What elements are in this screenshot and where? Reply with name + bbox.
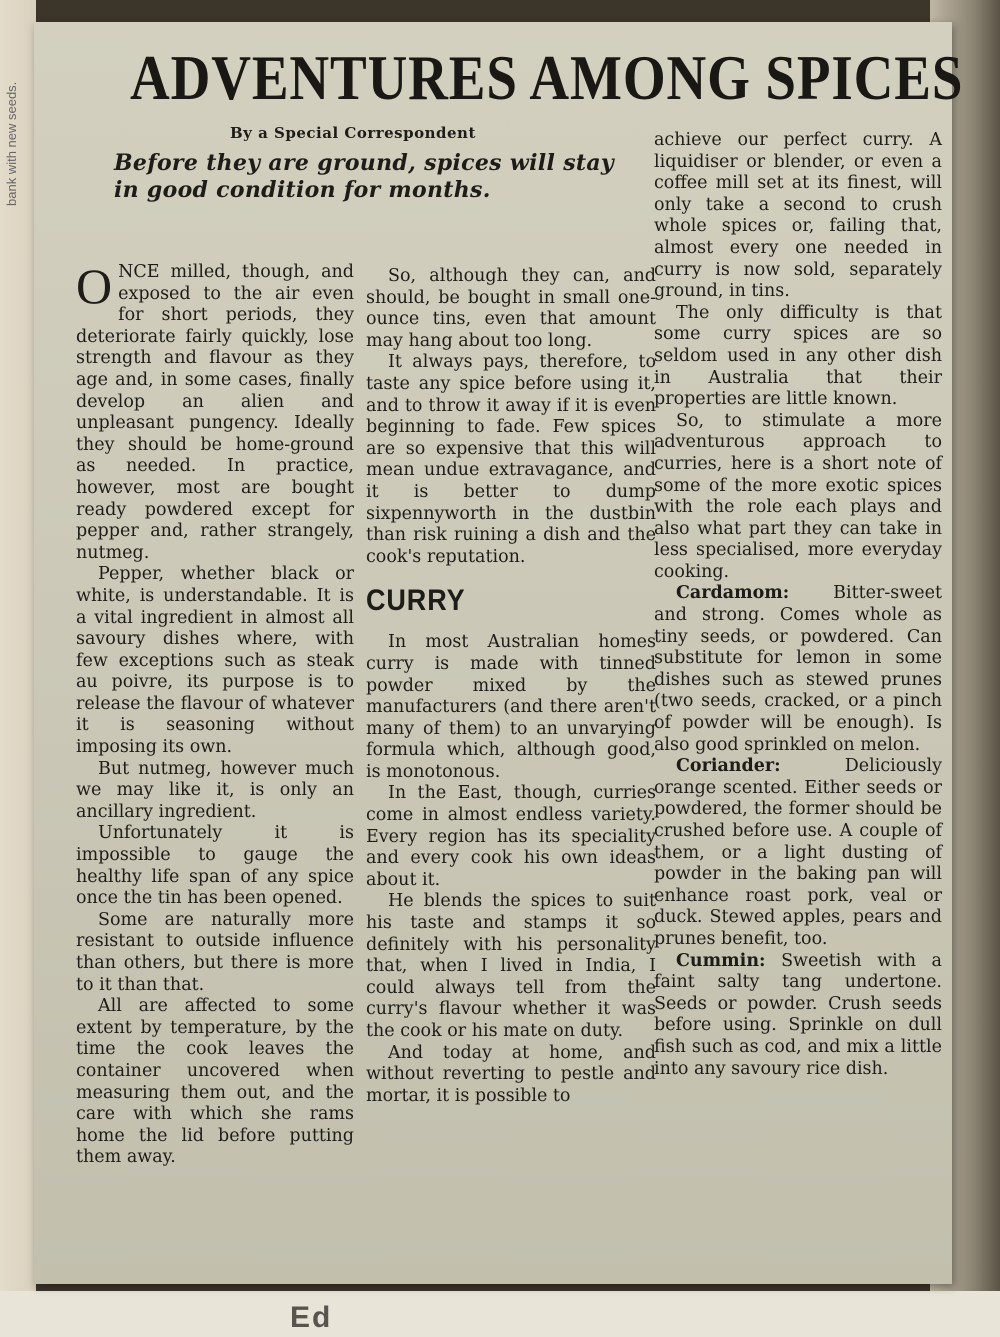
paragraph: achieve our perfect curry. A liquidiser or blender, or even a coffee mill set at its finest, will only take a second to crush whole spices or, failing that, almost every one needed in curry is now sold, separately ground, in tins.: [654, 130, 942, 302]
drop-cap: O: [76, 258, 113, 314]
spice-description: Bitter-sweet and strong. Comes whole as tiny seeds, or powdered. Can substitute for lemon in some dishes such as stewed prunes (two seeds, cracked, or a pinch of powder will be enough). Is also good sprinkled on melon.: [654, 583, 942, 755]
paragraph: Pepper, whether black or white, is understandable. It is a vital ingredient in almost all savoury dishes where, with few exceptions such as steak au poivre, its purpose is to release the flavour of whatever it is seasoning without imposing its own.: [76, 564, 354, 758]
spice-term: Coriander:: [676, 756, 781, 777]
paragraph: [76, 258, 354, 564]
byline: By a Special Correspondent: [230, 124, 476, 142]
paragraph: So, to stimulate a more adventurous approach to curries, here is a short note of some of the more exotic spices with the role each plays and also what part they can take in less specialised, more everyday cooking.: [654, 410, 942, 582]
background-page-bottom: [0, 1291, 1000, 1337]
spice-description: Deliciously orange scented. Either seeds or powdered, the former should be crushed before use. A couple of them, or a light dusting of powder in the baking pan will enhance roast pork, veal or duck. Stewed apples, pears and prunes benefit, too.: [654, 756, 942, 949]
paragraph: Some are naturally more resistant to outside influence than others, but there is more to it than that.: [76, 909, 354, 995]
spice-entry-cardamom: [654, 583, 942, 756]
column-1: [76, 258, 354, 1169]
headline: ADVENTURES AMONG SPICES: [130, 42, 964, 113]
paragraph: The only difficulty is that some curry spices are so seldom used in any other dish in Australia that their properties are little known.: [654, 302, 942, 410]
column-2: [366, 266, 656, 1107]
paragraph: All are affected to some extent by temperature, by the time the cook leaves the container uncovered when measuring them out, and the care with which she rams home the lid before putting them away.: [76, 996, 354, 1168]
paragraph: Unfortunately it is impossible to gauge the healthy life span of any spice once the tin has been opened.: [76, 823, 354, 909]
margin-handwriting-note: bank with new seeds.: [4, 81, 19, 206]
background-page-left: [0, 0, 36, 1337]
spice-entry-cummin: [654, 951, 942, 1081]
paragraph-text: NCE milled, though, and exposed to the air even for short periods, they deteriorate fairly quickly, lose strength and flavour as they age and, in some cases, finally develop an alien and unpleasant pungency. Ideally they should be home-ground as needed. In practice, however, most are bought ready powdered except for pepper and, rather strangely, nutmeg.: [76, 262, 354, 563]
newspaper-clipping: [34, 22, 964, 1284]
subheading-curry: CURRY: [366, 584, 466, 618]
paragraph: In the East, though, curries come in almost endless variety. Every region has its speciality and every cook his own ideas about it.: [366, 783, 656, 890]
bottom-newsprint-scrap: Ed: [290, 1301, 333, 1334]
paragraph: In most Australian homes curry is made with tinned powder mixed by the manufacturers (and there aren't many of them) to an unvarying formula which, although good, is monotonous.: [366, 632, 656, 782]
paragraph: But nutmeg, however much we may like it, is only an ancillary ingredient.: [76, 758, 354, 822]
spice-term: Cardamom:: [676, 583, 790, 604]
spice-description: Sweetish with a faint salty tang undertone. Seeds or powder. Crush seeds before using. Sprinkle on dull fish such as cod, and mix a little into any savoury rice dish.: [654, 950, 942, 1079]
column-3: [654, 130, 942, 1080]
paragraph: He blends the spices to suit his taste and stamps it so definitely with his personality that, when I lived in India, I could always tell from the curry's flavour whether it was the cook or his mate on duty.: [366, 891, 656, 1041]
paragraph: And today at home, and without reverting to pestle and mortar, it is possible to: [366, 1042, 656, 1106]
standfirst: Before they are ground, spices will stay in good condition for months.: [114, 150, 614, 203]
paragraph: It always pays, therefore, to taste any spice before using it, and to throw it away if it is even beginning to fade. Few spices are so expensive that this will mean undue extravagance, and it is better to dump sixpennyworth in the dustbin than risk ruining a dish and the cook's reputation.: [366, 352, 656, 567]
spice-entry-coriander: [654, 756, 942, 950]
paragraph: So, although they can, and should, be bought in small one-ounce tins, even that amount may hang about too long.: [366, 266, 656, 351]
spice-term: Cummin:: [676, 950, 766, 971]
